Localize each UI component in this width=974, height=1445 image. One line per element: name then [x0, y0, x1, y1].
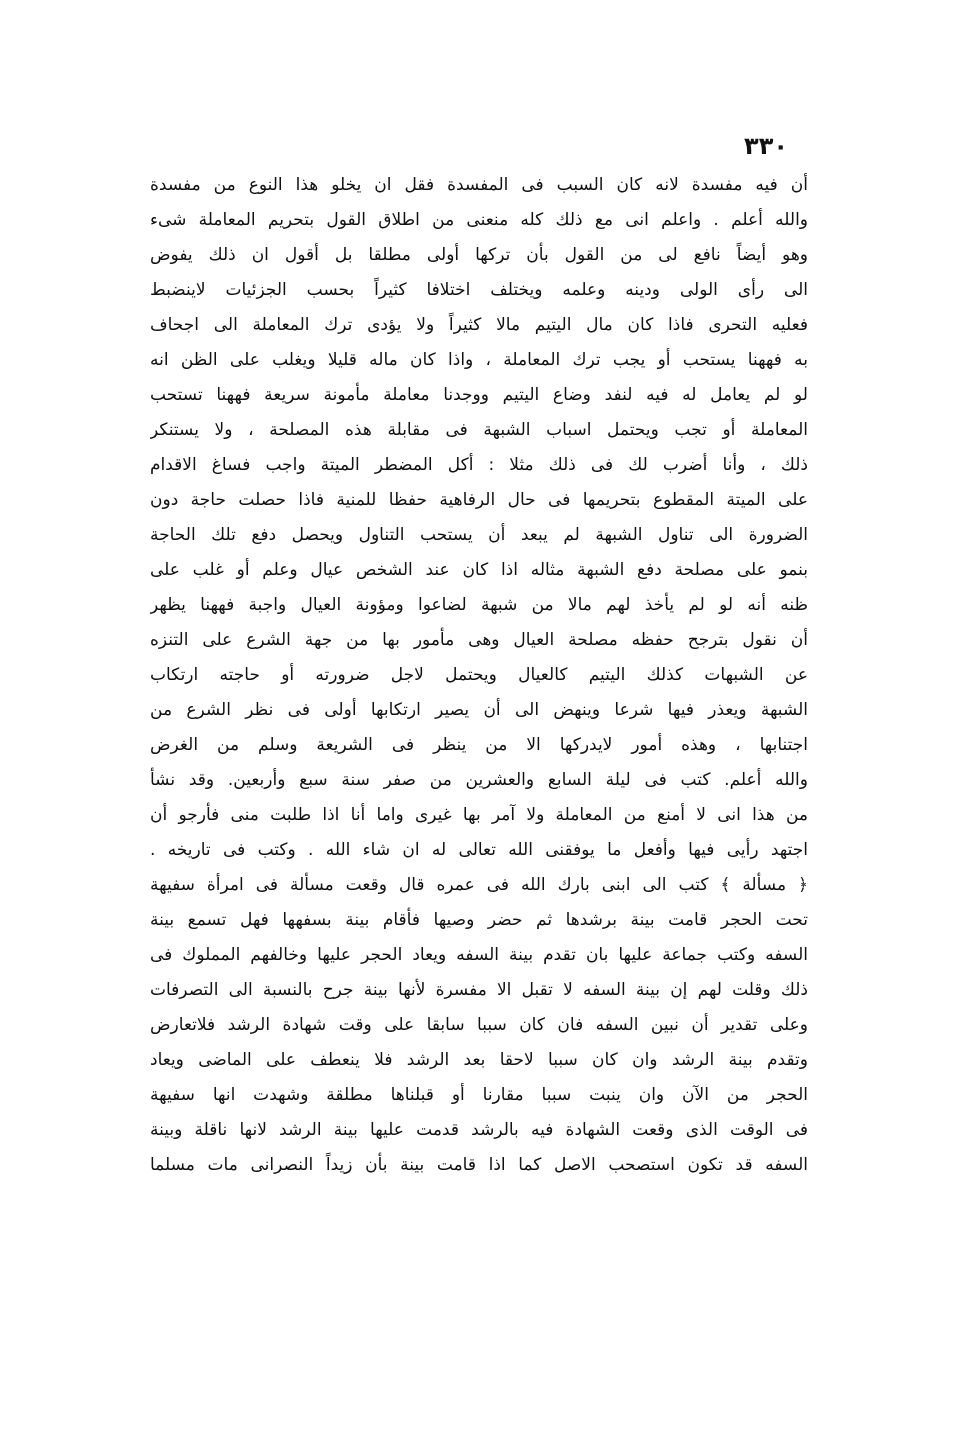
text-line: اجتنابها ، وهذه أمور لايدركها الا من ينظر فى الشريعة وسلم من الغرض [150, 735, 808, 755]
text-line: الى رأى الولى ودينه وعلمه ويختلف اختلافا كثيراً بحسب الجزئيات لاينضبط [150, 280, 808, 300]
text-line: والله أعلم . واعلم انى مع ذلك كله منعنى من اطلاق القول بتحريم المعاملة شىء [150, 210, 808, 230]
text-line: والله أعلم. كتب فى ليلة السابع والعشرين من صفر سنة سبع وأربعين. وقد نشأ [150, 770, 808, 790]
text-line: وهو أيضاً نافع لى من القول بأن تركها أولى مطلقا بل أقول ان ذلك يفوض [150, 245, 808, 265]
text-line: وتقدم بينة الرشد وان كان سببا لاحقا بعد الرشد فلا ينعطف على الماضى ويعاد [150, 1050, 808, 1070]
text-line: الحجر من الآن وان ينبت سببا مقارنا أو قبلناها مطلقة وشهدت انها سفيهة [150, 1085, 808, 1105]
text-line: الشبهة ويعذر فيها شرعا وينهض الى أن يصير ارتكابها أولى فى نظر الشرع من [150, 700, 808, 720]
text-line: المعاملة أو تجب ويحتمل اسباب الشبهة فى مقابلة هذه المصلحة ، ولا يستنكر [150, 420, 808, 440]
text-line: أن نقول بترجح حفظه مصلحة العيال وهى مأمور بها من جهة الشرع على التنزه [150, 630, 808, 650]
text-line: الضرورة الى تناول الشبهة لم يبعد أن يستحب التناول ويحصل دفع تلك الحاجة [150, 525, 808, 545]
text-line: ذلك ، وأنا أضرب لك فى ذلك مثلا : أكل المضطر الميتة واجب فساغ الاقدام [150, 455, 808, 475]
text-line: تحت الحجر قامت بينة برشدها ثم حضر وصيها فأقام بينة بسفهها فهل تسمع بينة [150, 910, 808, 930]
text-line: فى الوقت الذى وقعت الشهادة فيه بالرشد قدمت عليها بينة الرشد لانها ناقلة وبينة [150, 1120, 808, 1140]
text-line: ذلك وقلت لهم إن بينة السفه لا تقبل الا مفسرة لأنها بينة جرح بالنسبة الى التصرفات [150, 980, 808, 1000]
text-line: على الميتة المقطوع بتحريمها فى حال الرفاهية حفظا للمنية فاذا حصلت حاجة دون [150, 490, 808, 510]
text-line: اجتهد رأيى فيها وأفعل ما يوفقنى الله تعالى له ان شاء الله . وكتب فى تاريخه . [150, 840, 808, 860]
text-line: عن الشبهات كذلك اليتيم كالعيال ويحتمل لاجل ضرورته أو حاجته ارتكاب [150, 665, 808, 685]
text-line: من هذا انى لا أمنع من المعاملة ولا آمر بها غيرى واما أنا اذا طلبت منى فأرجو أن [150, 805, 808, 825]
section-heading-line: ﴿ مسألة ﴾ كتب الى ابنى بارك الله فى عمره قال وقعت مسألة فى امرأة سفيهة [150, 875, 808, 895]
text-line: لو لم يعامل له فيه لنفد وضاع اليتيم ووجدنا معاملة مأمونة سريعة فههنا تستحب [150, 385, 808, 405]
body-text [150, 168, 808, 1183]
text-line: السفه وكتب جماعة عليها بان تقدم بينة السفه ويعاد الحجر عليها وخالفهم المملوك فى [150, 945, 808, 965]
text-line: السفه قد تكون استصحب الاصل كما اذا قامت بينة بأن زيداً النصرانى مات مسلما [150, 1155, 808, 1175]
page-number: ٣٣٠ [744, 132, 788, 160]
text-line: ظنه أنه لو لم يأخذ لهم مالا من شبهة لضاعوا ومؤونة العيال واجبة فههنا يظهر [150, 595, 808, 615]
text-line: فعليه التحرى فاذا كان مال اليتيم مالا كثيراً ولا يؤدى ترك المعاملة الى اجحاف [150, 315, 808, 335]
text-line: أن فيه مفسدة لانه كان السبب فى المفسدة فقل ان يخلو هذا النوع من مفسدة [150, 175, 808, 195]
text-line: وعلى تقدير أن نبين السفه فان كان سببا سابقا على وقت شهادة الرشد فلاتعارض [150, 1015, 808, 1035]
text-line: به فههنا يستحب أو يجب ترك المعاملة ، واذا كان ماله قليلا ويغلب على الظن انه [150, 350, 808, 370]
text-line: بنمو على مصلحة دفع الشبهة مثاله اذا كان عند الشخص عيال وعلم أو غلب على [150, 560, 808, 580]
